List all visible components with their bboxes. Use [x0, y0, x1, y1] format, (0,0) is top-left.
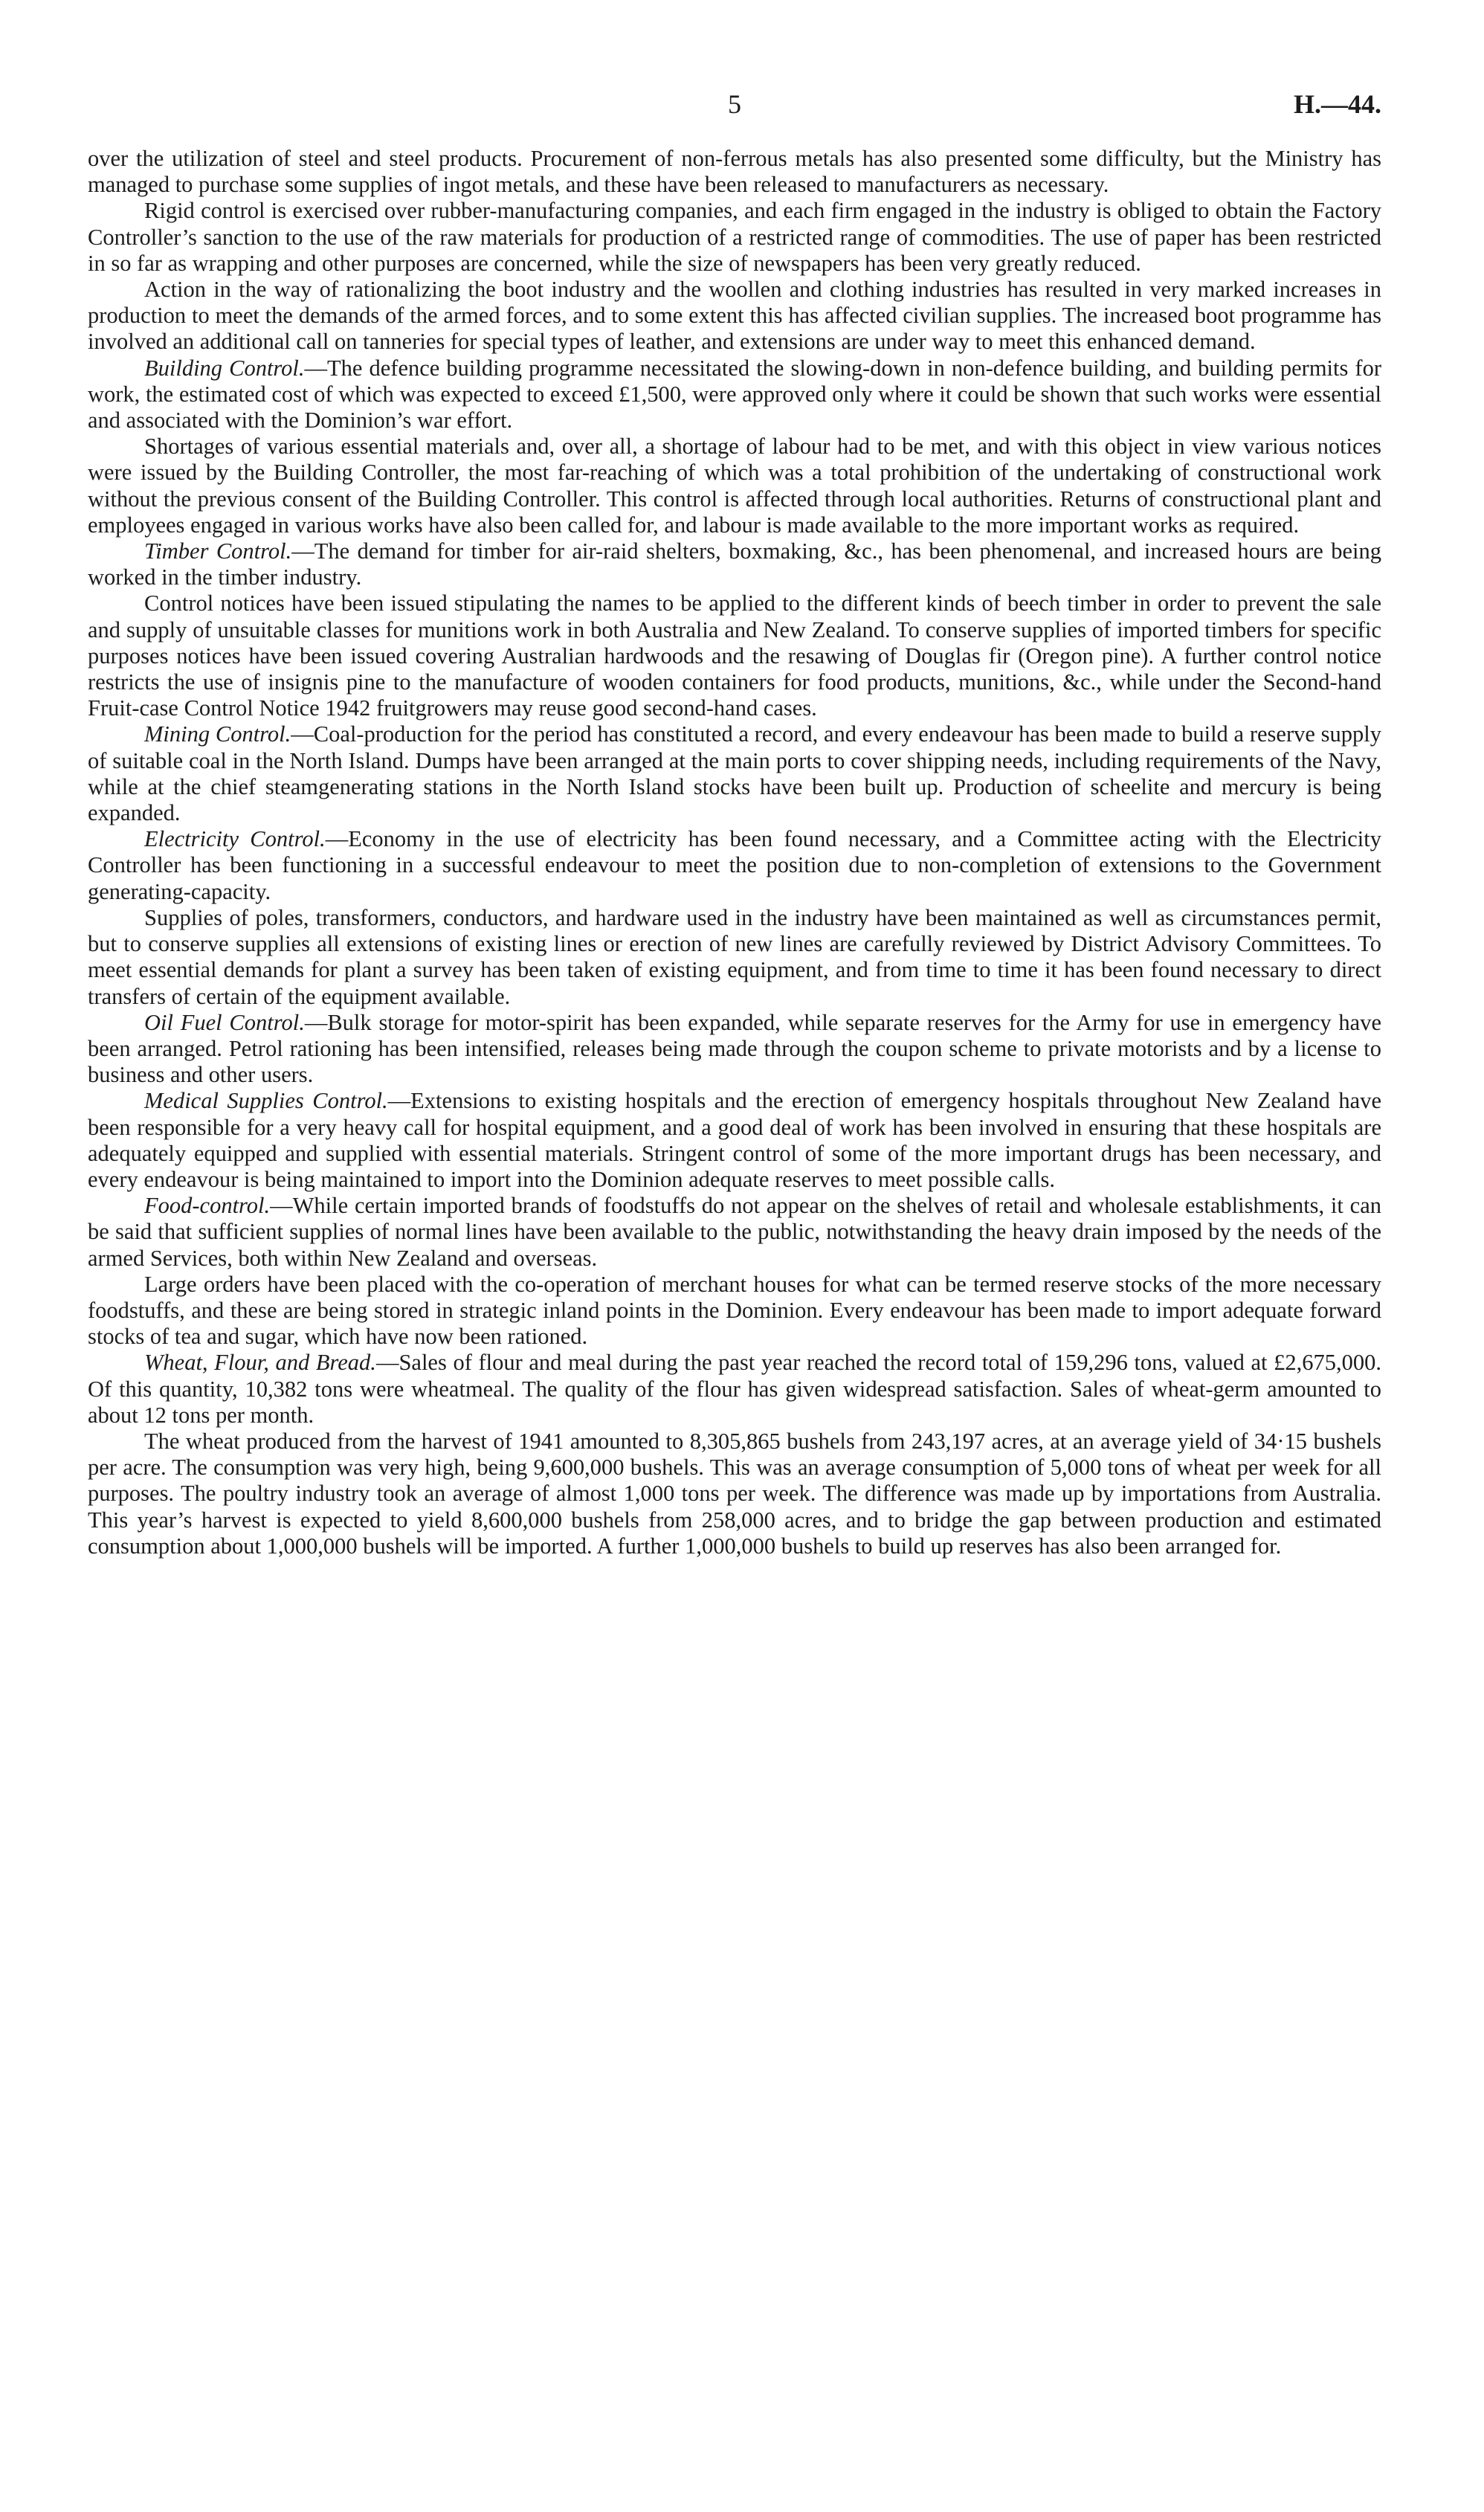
paragraph: [88, 198, 1381, 277]
paragraph-text: Large orders have been placed with the co-operation of merchant houses for what can be termed reserve stocks of the more necessary foodstuffs, and these are being stored in strategic inland points in the Dominion. Every endeavour has been made to import adequate forward stocks of tea and sugar, which have now been rationed.: [88, 1271, 1381, 1350]
paragraph: [88, 1193, 1381, 1272]
paragraph-text: over the utilization of steel and steel products. Procurement of non-ferrous metals has also presented some difficulty, but the Ministry has managed to purchase some supplies of ingot metals, and these have been released to manufacturers as necessary.: [88, 146, 1381, 198]
paragraph: [88, 355, 1381, 434]
paragraph-text: —While certain imported brands of foodstuffs do not appear on the shelves of retail and wholesale establishments, it can be said that sufficient supplies of normal lines have been available to the public, notwithstanding the heavy drain imposed by the needs of the armed Services, both within New Zealand and overseas.: [88, 1193, 1381, 1271]
paragraph: [88, 434, 1381, 538]
paragraph-text: Control notices have been issued stipulating the names to be applied to the different kinds of beech timber in order to prevent the sale and supply of unsuitable classes for munitions work in both Australia and New Zealand. To conserve supplies of imported timbers for specific purposes notices have been issued covering Australian hardwoods and the resawing of Douglas fir (Oregon pine). A further control notice restricts the use of insignis pine to the manufacture of wooden containers for food products, munitions, &c., while under the Second-hand Fruit-case Control Notice 1942 fruitgrowers may reuse good second-hand cases.: [88, 590, 1381, 721]
paragraph: [88, 826, 1381, 905]
paragraph-text: Action in the way of rationalizing the boot industry and the woollen and clothing industries has resulted in very marked increases in production to meet the demands of the armed forces, and to some extent this has affected civilian supplies. The increased boot programme has involved an additional call on tanneries for special types of leather, and extensions are under way to meet this enhanced demand.: [88, 277, 1381, 355]
paragraph: [88, 721, 1381, 826]
paragraph: [88, 1272, 1381, 1350]
paragraph-text: Shortages of various essential materials and, over all, a shortage of labour had to be met, and with this object in view various notices were issued by the Building Controller, the most far-reaching of which was a total prohibition of the undertaking of constructional work without the previous consent of the Building Controller. This control is affected through local authorities. Returns of constructional plant and employees engaged in various works have also been called for, and labour is made available to the more important works as required.: [88, 434, 1381, 538]
paragraph: [88, 146, 1381, 198]
paragraph-heading: Medical Supplies Control.: [144, 1088, 388, 1114]
paragraph-heading: Wheat, Flour, and Bread.: [144, 1350, 376, 1376]
paragraph-text: —Sales of flour and meal during the past year reached the record total of 159,296 tons, valued at £2,675,000. Of this quantity, 10,382 tons were wheatmeal. The quality of the flour has given widespread satisfaction. Sales of wheat-germ amounted to about 12 tons per month.: [88, 1350, 1381, 1428]
paragraph: [88, 538, 1381, 590]
paragraph-heading: Building Control.: [144, 355, 305, 381]
paragraph: [88, 277, 1381, 355]
paragraph-text: —Bulk storage for motor-spirit has been expanded, while separate reserves for the Army for use in emergency have been arranged. Petrol rationing has been intensified, releases being made through the coupon scheme to private motorists and by a license to business and other users.: [88, 1009, 1381, 1088]
paragraph-heading: Electricity Control.: [144, 826, 326, 852]
paragraph: [88, 1350, 1381, 1429]
paragraph: [88, 1088, 1381, 1193]
page-number: 5: [728, 89, 741, 119]
document-page: [88, 89, 1381, 1559]
page-header: [88, 89, 1381, 134]
paragraph: [88, 1010, 1381, 1089]
paragraph-text: The wheat produced from the harvest of 1941 amounted to 8,305,865 bushels from 243,197 acres, at an average yield of 34·15 bushels per acre. The consumption was very high, being 9,600,000 bushels. This was an average consumption of 5,000 tons of wheat per week for all purposes. The poultry industry took an average of almost 1,000 tons per week. The difference was made up by importations from Australia. This year’s harvest is expected to yield 8,600,000 bushels from 258,000 acres, and to bridge the gap between production and estimated consumption about 1,000,000 bushels will be imported. A further 1,000,000 bushels to build up reserves has also been arranged for.: [88, 1428, 1381, 1559]
paragraph: [88, 1429, 1381, 1559]
paragraph-text: Supplies of poles, transformers, conductors, and hardware used in the industry have been maintained as well as circumstances permit, but to conserve supplies all extensions of existing lines or erection of new lines are carefully reviewed by District Advisory Committees. To meet essential demands for plant a survey has been taken of existing equipment, and from time to time it has been found necessary to direct transfers of certain of the equipment available.: [88, 904, 1381, 1009]
paragraph-heading: Food-control.: [144, 1193, 271, 1219]
paragraph-text: —Coal-production for the period has constituted a record, and every endeavour has been made to build a reserve supply of suitable coal in the North Island. Dumps have been arranged at the main ports to cover shipping needs, including requirements of the Navy, while at the chief steamgenerating stations in the North Island stocks have been built up. Production of scheelite and mercury is being expanded.: [88, 721, 1381, 826]
paragraph: [88, 590, 1381, 721]
paragraph-heading: Timber Control.: [144, 538, 292, 564]
paragraph-heading: Oil Fuel Control.: [144, 1009, 305, 1035]
body-text: [88, 146, 1381, 1559]
paragraph-heading: Mining Control.: [144, 721, 291, 747]
paragraph-text: —Economy in the use of electricity has been found necessary, and a Committee acting with the Electricity Controller has been functioning in a successful endeavour to meet the position due to non-completion of extensions to the Government generating-capacity.: [88, 826, 1381, 904]
document-reference: H.—44.: [1293, 89, 1381, 119]
paragraph-text: —The demand for timber for air-raid shelters, boxmaking, &c., has been phenomenal, and increased hours are being worked in the timber industry.: [88, 538, 1381, 590]
paragraph-text: Rigid control is exercised over rubber-manufacturing companies, and each firm engaged in the industry is obliged to obtain the Factory Controller’s sanction to the use of the raw materials for production of a restricted range of commodities. The use of paper has been restricted in so far as wrapping and other purposes are concerned, while the size of newspapers has been very greatly reduced.: [88, 198, 1381, 276]
paragraph-text: —The defence building programme necessitated the slowing-down in non-defence building, and building permits for work, the estimated cost of which was expected to exceed £1,500, were approved only where it could be shown that such works were essential and associated with the Dominion’s war effort.: [88, 355, 1381, 434]
paragraph-text: —Extensions to existing hospitals and the erection of emergency hospitals throughout New Zealand have been responsible for a very heavy call for hospital equipment, and a good deal of work has been involved in ensuring that these hospitals are adequately equipped and supplied with essential materials. Stringent control of some of the more important drugs has been necessary, and every endeavour is being maintained to import into the Dominion adequate reserves to meet possible calls.: [88, 1088, 1381, 1192]
paragraph: [88, 905, 1381, 1010]
